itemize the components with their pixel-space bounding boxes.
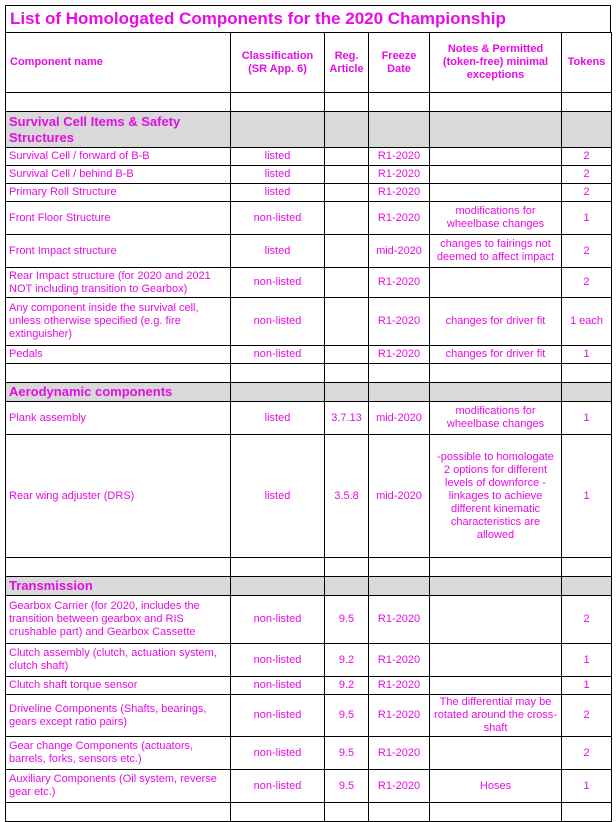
freeze-date-cell: R1-2020 <box>369 184 430 202</box>
component-name-cell: Gearbox Carrier (for 2020, includes the transition between gearbox and RIS crushable part) and Gearbox Cassette <box>6 596 231 644</box>
table-row <box>6 235 612 268</box>
notes-cell: modifications for wheelbase changes <box>430 202 562 235</box>
reg-article-cell: 9.5 <box>325 596 369 644</box>
tokens-cell: 1 <box>562 346 612 364</box>
table-row <box>6 695 612 737</box>
classification-cell: listed <box>231 402 325 435</box>
section-fill-cell <box>231 383 325 402</box>
empty-cell <box>6 93 231 112</box>
component-name-cell: Pedals <box>6 346 231 364</box>
freeze-date-cell: mid-2020 <box>369 235 430 268</box>
empty-cell <box>562 558 612 577</box>
empty-cell <box>6 364 231 383</box>
section-title: Transmission <box>6 577 231 596</box>
freeze-date-cell: R1-2020 <box>369 596 430 644</box>
table-row <box>6 202 612 235</box>
section-fill-cell <box>430 112 562 148</box>
reg-article-cell <box>325 268 369 298</box>
section-fill-cell <box>430 383 562 402</box>
section-header-row <box>6 577 612 596</box>
component-name-cell: Rear Impact structure (for 2020 and 2021 NOT including transition to Gearbox) <box>6 268 231 298</box>
freeze-date-cell: R1-2020 <box>369 202 430 235</box>
component-name-cell: Any component inside the survival cell, unless otherwise specified (e.g. fire extinguisher) <box>6 298 231 346</box>
empty-cell <box>369 93 430 112</box>
table-row <box>6 268 612 298</box>
table-row <box>6 435 612 558</box>
classification-cell: non-listed <box>231 644 325 677</box>
table-row <box>6 770 612 803</box>
classification-cell: listed <box>231 166 325 184</box>
tokens-cell: 2 <box>562 268 612 298</box>
reg-article-cell: 3.5.8 <box>325 435 369 558</box>
section-fill-cell <box>369 383 430 402</box>
reg-article-cell <box>325 346 369 364</box>
spacer-row <box>6 364 612 383</box>
notes-cell: Hoses <box>430 770 562 803</box>
table-row <box>6 346 612 364</box>
empty-cell <box>325 364 369 383</box>
tokens-cell: 1 <box>562 435 612 558</box>
table-row <box>6 184 612 202</box>
table-row <box>6 644 612 677</box>
table-row <box>6 166 612 184</box>
component-name-cell: Survival Cell / behind B-B <box>6 166 231 184</box>
component-name-cell: Rear wing adjuster (DRS) <box>6 435 231 558</box>
empty-cell <box>369 803 430 822</box>
component-name-cell: Plank assembly <box>6 402 231 435</box>
classification-cell: non-listed <box>231 268 325 298</box>
tokens-cell: 1 <box>562 644 612 677</box>
notes-cell <box>430 596 562 644</box>
empty-cell <box>562 93 612 112</box>
classification-cell: non-listed <box>231 770 325 803</box>
section-fill-cell <box>325 383 369 402</box>
notes-cell <box>430 268 562 298</box>
notes-cell <box>430 148 562 166</box>
component-name-cell: Survival Cell / forward of B-B <box>6 148 231 166</box>
section-fill-cell <box>231 112 325 148</box>
tokens-cell: 2 <box>562 737 612 770</box>
table-row <box>6 596 612 644</box>
freeze-date-cell: R1-2020 <box>369 166 430 184</box>
section-fill-cell <box>369 112 430 148</box>
empty-cell <box>369 558 430 577</box>
reg-article-cell <box>325 202 369 235</box>
component-name-cell: Auxiliary Components (Oil system, reverse gear etc.) <box>6 770 231 803</box>
table-row <box>6 402 612 435</box>
freeze-date-cell: mid-2020 <box>369 435 430 558</box>
freeze-date-cell: R1-2020 <box>369 346 430 364</box>
notes-cell: changes to fairings not deemed to affect impact <box>430 235 562 268</box>
empty-cell <box>430 803 562 822</box>
section-fill-cell <box>430 577 562 596</box>
notes-cell: changes for driver fit <box>430 298 562 346</box>
header-notes: Notes & Permitted (token-free) minimal exceptions <box>430 33 562 93</box>
classification-cell: non-listed <box>231 737 325 770</box>
component-name-cell: Primary Roll Structure <box>6 184 231 202</box>
section-fill-cell <box>562 383 612 402</box>
tokens-cell: 1 <box>562 677 612 695</box>
classification-cell: listed <box>231 235 325 268</box>
empty-cell <box>325 93 369 112</box>
component-name-cell: Driveline Components (Shafts, bearings, gears except ratio pairs) <box>6 695 231 737</box>
reg-article-cell <box>325 298 369 346</box>
freeze-date-cell: R1-2020 <box>369 268 430 298</box>
section-fill-cell <box>562 112 612 148</box>
tokens-cell: 2 <box>562 596 612 644</box>
freeze-date-cell: R1-2020 <box>369 695 430 737</box>
spacer-row <box>6 803 612 822</box>
header-classification: Classification (SR App. 6) <box>231 33 325 93</box>
notes-cell: The differential may be rotated around the cross-shaft <box>430 695 562 737</box>
notes-cell <box>430 677 562 695</box>
table-row <box>6 677 612 695</box>
notes-cell: changes for driver fit <box>430 346 562 364</box>
reg-article-cell: 9.2 <box>325 644 369 677</box>
tokens-cell: 2 <box>562 148 612 166</box>
header-row <box>6 33 612 93</box>
reg-article-cell <box>325 184 369 202</box>
empty-cell <box>325 558 369 577</box>
component-name-cell: Gear change Components (actuators, barrels, forks, sensors etc.) <box>6 737 231 770</box>
freeze-date-cell: R1-2020 <box>369 298 430 346</box>
component-name-cell: Front Floor Structure <box>6 202 231 235</box>
reg-article-cell: 9.2 <box>325 677 369 695</box>
table-row <box>6 737 612 770</box>
document-title: List of Homologated Components for the 2020 Championship <box>5 5 611 32</box>
section-header-row <box>6 383 612 402</box>
section-header-row <box>6 112 612 148</box>
tokens-cell: 1 each <box>562 298 612 346</box>
empty-cell <box>430 93 562 112</box>
section-fill-cell <box>231 577 325 596</box>
tokens-cell: 1 <box>562 402 612 435</box>
tokens-cell: 2 <box>562 166 612 184</box>
table-row <box>6 148 612 166</box>
empty-cell <box>231 803 325 822</box>
notes-cell <box>430 644 562 677</box>
classification-cell: non-listed <box>231 346 325 364</box>
classification-cell: non-listed <box>231 695 325 737</box>
section-title: Aerodynamic components <box>6 383 231 402</box>
table-row <box>6 298 612 346</box>
notes-cell: -possible to homologate 2 options for different levels of downforce -linkages to achieve different kinematic characteristics are allowed <box>430 435 562 558</box>
section-fill-cell <box>325 577 369 596</box>
component-name-cell: Front Impact structure <box>6 235 231 268</box>
tokens-cell: 2 <box>562 235 612 268</box>
spacer-row <box>6 93 612 112</box>
classification-cell: non-listed <box>231 677 325 695</box>
classification-cell: non-listed <box>231 298 325 346</box>
classification-cell: non-listed <box>231 596 325 644</box>
tokens-cell: 1 <box>562 202 612 235</box>
tokens-cell: 2 <box>562 184 612 202</box>
empty-cell <box>430 364 562 383</box>
freeze-date-cell: mid-2020 <box>369 402 430 435</box>
classification-cell: listed <box>231 435 325 558</box>
empty-cell <box>325 803 369 822</box>
classification-cell: listed <box>231 184 325 202</box>
classification-cell: listed <box>231 148 325 166</box>
empty-cell <box>430 558 562 577</box>
header-freeze-date: Freeze Date <box>369 33 430 93</box>
notes-cell <box>430 166 562 184</box>
section-title: Survival Cell Items & Safety Structures <box>6 112 231 148</box>
component-name-cell: Clutch assembly (clutch, actuation system, clutch shaft) <box>6 644 231 677</box>
reg-article-cell: 9.5 <box>325 695 369 737</box>
empty-cell <box>6 558 231 577</box>
empty-cell <box>231 558 325 577</box>
tokens-cell: 1 <box>562 770 612 803</box>
reg-article-cell: 3.7.13 <box>325 402 369 435</box>
notes-cell: modifications for wheelbase changes <box>430 402 562 435</box>
notes-cell <box>430 737 562 770</box>
section-fill-cell <box>325 112 369 148</box>
empty-cell <box>369 364 430 383</box>
freeze-date-cell: R1-2020 <box>369 644 430 677</box>
spacer-row <box>6 558 612 577</box>
empty-cell <box>231 364 325 383</box>
freeze-date-cell: R1-2020 <box>369 770 430 803</box>
empty-cell <box>562 803 612 822</box>
empty-cell <box>231 93 325 112</box>
reg-article-cell: 9.5 <box>325 770 369 803</box>
components-table <box>5 32 612 822</box>
freeze-date-cell: R1-2020 <box>369 148 430 166</box>
reg-article-cell <box>325 166 369 184</box>
section-fill-cell <box>369 577 430 596</box>
section-fill-cell <box>562 577 612 596</box>
empty-cell <box>562 364 612 383</box>
header-reg-article: Reg. Article <box>325 33 369 93</box>
empty-cell <box>6 803 231 822</box>
reg-article-cell <box>325 148 369 166</box>
component-name-cell: Clutch shaft torque sensor <box>6 677 231 695</box>
reg-article-cell: 9.5 <box>325 737 369 770</box>
tokens-cell: 2 <box>562 695 612 737</box>
freeze-date-cell: R1-2020 <box>369 677 430 695</box>
homologation-document <box>5 5 611 822</box>
notes-cell <box>430 184 562 202</box>
header-tokens: Tokens <box>562 33 612 93</box>
freeze-date-cell: R1-2020 <box>369 737 430 770</box>
classification-cell: non-listed <box>231 202 325 235</box>
header-component-name: Component name <box>6 33 231 93</box>
reg-article-cell <box>325 235 369 268</box>
